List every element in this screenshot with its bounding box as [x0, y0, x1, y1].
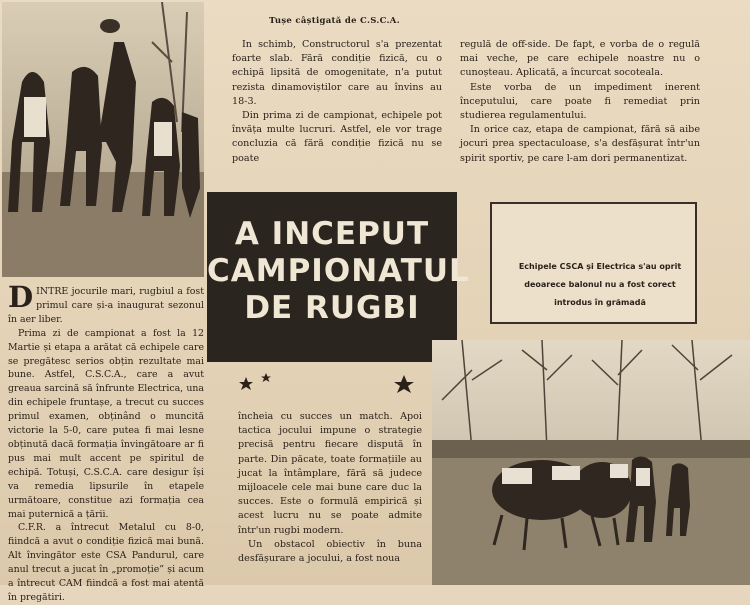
- headline-line: CAMPIONATUL: [207, 253, 470, 289]
- headline-line: A INCEPUT: [234, 216, 430, 252]
- article-column-top-right: [460, 38, 700, 166]
- photo-caption: Tușe câștigată de C.S.C.A.: [269, 16, 400, 26]
- paragraph: In schimb, Constructorul s'a prezentat foarte slab. Fără condiție fizică, cu o echipă lipsită de omogenitate, n'a putut rezista dinamoviștilor care au învins au 18-3.: [232, 39, 442, 107]
- lead-text: INTRE jocurile mari, rugbiul a fost primul care și-a inaugurat sezonul în aer liber.: [8, 286, 204, 325]
- article-column-bottom-middle: [238, 410, 422, 566]
- article-column-left: [8, 280, 204, 605]
- headline-line: DE RUGBI: [244, 290, 420, 326]
- paragraph: încheia cu succes un match. Apoi tactica jocului impune o strategie precisă pentru fiecare dispută în parte. Din păcate, toate formațiile au jucat la întâmplare, fără să judece mijloacele cele mai bune care duc la succes. Este o formulă empirică și acest lucru nu se poate admite într'un rugbi modern.: [238, 411, 422, 536]
- paragraph: C.F.R. a întrecut Metalul cu 8-0, fiindcă a avut o condiție fizică mai bună. Alt învingător este CSA Pandurul, care anul trecut a jucat în „promoție” și acum a întrecut CAM fiindcă a fost mai atentă în pregătiri.: [8, 522, 204, 603]
- headline-box: [207, 192, 470, 362]
- lineout-photo: [2, 2, 204, 277]
- stars-ornament: [236, 367, 416, 397]
- headline: [207, 216, 470, 327]
- paragraph: regulă de off-side. De fapt, e vorba de o regulă mai veche, pe care echipele noastre nu o cunoșteau. Aplicată, a încurcat socoteala.: [460, 39, 700, 79]
- paragraph: In orice caz, etapa de campionat, fără să aibe jocuri prea spectaculoase, s'a desfășurat într'un spirit sportiv, pe care l-am dori permanentizat.: [460, 124, 700, 164]
- article-column-top-middle: [232, 38, 442, 166]
- paragraph: Un obstacol obiectiv în buna desfășurare a jocului, a fost noua: [238, 538, 422, 565]
- paragraph: Prima zi de campionat a fost la 12 Martie și etapa a arătat că echipele care se pregătesc serios obțin rezultate mai bune. Astfel, C.S.C.A., care a avut greaua sarcină să înfrunte Electrica, una din echipele fruntașe, a trecut cu succes primul examen, obținând o muncită victorie la 5-0, care putea fi mai lesne obținută dacă formația învingătoare ar fi pus mai mult accent pe spiritul de echipă. Totuși, C.S.C.A. care desigur își va remedia lipsurile în etapele următoare, constitue azi formația cea mai puternică a țării.: [8, 327, 204, 520]
- lead-paragraph: [8, 280, 204, 327]
- paragraph: Din prima zi de campionat, echipele pot învăța multe lucruri. Astfel, ele vor trage concluzia că fără condiție fizică nu se poate: [232, 110, 442, 164]
- scrum-photo: [432, 340, 750, 585]
- paragraph: Este vorba de un impediment inerent începutului, care poate fi remediat prin studierea regulamentului.: [460, 81, 700, 122]
- drop-cap: D: [8, 280, 34, 314]
- notice-box: [490, 202, 697, 324]
- notice-text: Echipele CSCA și Electrica s'au oprit deoarece balonul nu a fost corect introdus în grămadă: [518, 262, 682, 307]
